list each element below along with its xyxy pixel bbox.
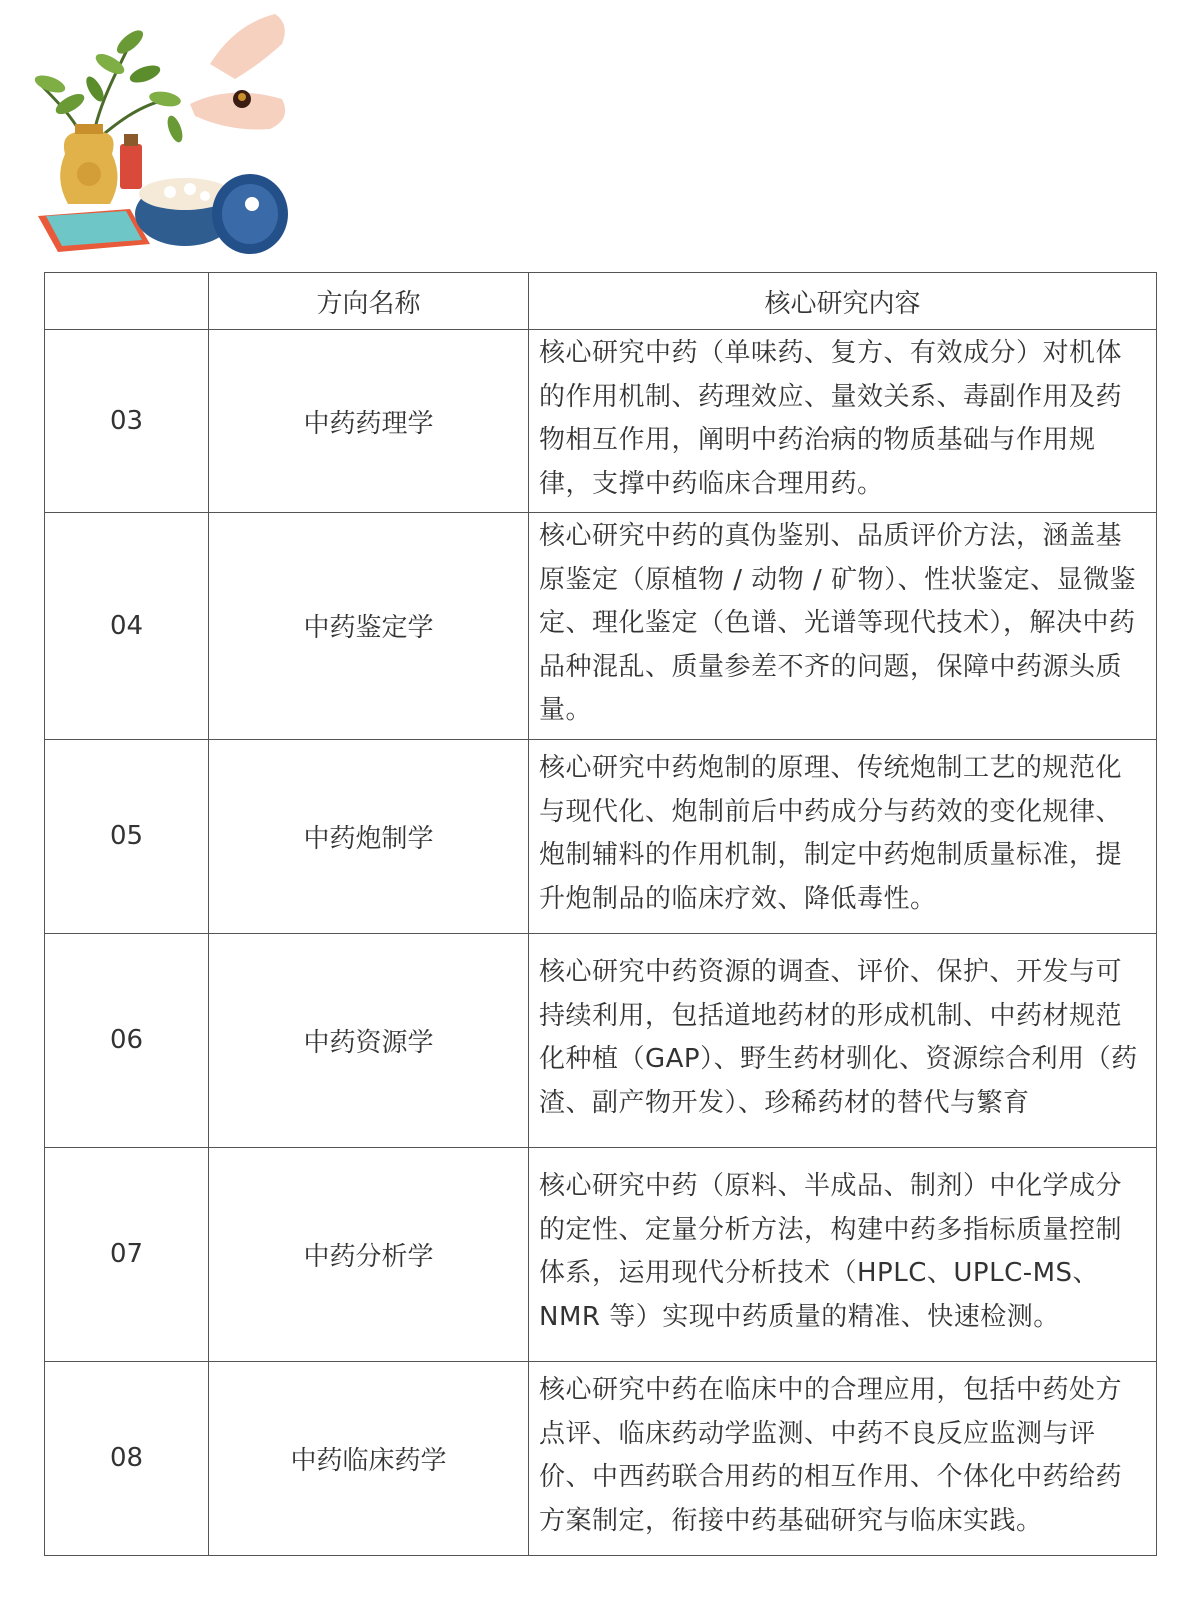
header-core-content: 核心研究内容 bbox=[529, 273, 1157, 330]
row-direction-name: 中药药理学 bbox=[209, 330, 529, 513]
table-row bbox=[45, 1361, 1157, 1555]
table-row bbox=[45, 330, 1157, 513]
table-row bbox=[45, 739, 1157, 933]
row-core-content: 核心研究中药（单味药、复方、有效成分）对机体的作用机制、药理效应、量效关系、毒副作用及药物相互作用，阐明中药治病的物质基础与作用规律，支撑中药临床合理用药。 bbox=[529, 330, 1157, 513]
herbal-medicine-illustration bbox=[20, 4, 290, 266]
row-number: 06 bbox=[45, 933, 209, 1147]
row-number: 08 bbox=[45, 1361, 209, 1555]
row-direction-name: 中药分析学 bbox=[209, 1147, 529, 1361]
row-core-content: 核心研究中药的真伪鉴别、品质评价方法，涵盖基原鉴定（原植物 / 动物 / 矿物）、性状鉴定、显微鉴定、理化鉴定（色谱、光谱等现代技术），解决中药品种混乱、质量参差不齐的问题，保障中药源头质量。 bbox=[529, 513, 1157, 740]
row-direction-name: 中药鉴定学 bbox=[209, 513, 529, 740]
row-number: 04 bbox=[45, 513, 209, 740]
row-core-content: 核心研究中药炮制的原理、传统炮制工艺的规范化与现代化、炮制前后中药成分与药效的变化规律、炮制辅料的作用机制，制定中药炮制质量标准，提升炮制品的临床疗效、降低毒性。 bbox=[529, 739, 1157, 933]
research-direction-table bbox=[44, 272, 1156, 1556]
row-direction-name: 中药炮制学 bbox=[209, 739, 529, 933]
row-core-content: 核心研究中药在临床中的合理应用，包括中药处方点评、临床药动学监测、中药不良反应监测与评价、中西药联合用药的相互作用、个体化中药给药方案制定，衔接中药基础研究与临床实践。 bbox=[529, 1361, 1157, 1555]
table-row bbox=[45, 1147, 1157, 1361]
table-row bbox=[45, 933, 1157, 1147]
row-number: 07 bbox=[45, 1147, 209, 1361]
row-direction-name: 中药资源学 bbox=[209, 933, 529, 1147]
table-row bbox=[45, 513, 1157, 740]
header-direction-name: 方向名称 bbox=[209, 273, 529, 330]
row-direction-name: 中药临床药学 bbox=[209, 1361, 529, 1555]
row-core-content: 核心研究中药（原料、半成品、制剂）中化学成分的定性、定量分析方法，构建中药多指标质量控制体系，运用现代分析技术（HPLC、UPLC-MS、NMR 等）实现中药质量的精准、快速检测。 bbox=[529, 1147, 1157, 1361]
header-number bbox=[45, 273, 209, 330]
row-number: 05 bbox=[45, 739, 209, 933]
table-header-row bbox=[45, 273, 1157, 330]
row-core-content: 核心研究中药资源的调查、评价、保护、开发与可持续利用，包括道地药材的形成机制、中药材规范化种植（GAP）、野生药材驯化、资源综合利用（药渣、副产物开发）、珍稀药材的替代与繁育 bbox=[529, 933, 1157, 1147]
row-number: 03 bbox=[45, 330, 209, 513]
